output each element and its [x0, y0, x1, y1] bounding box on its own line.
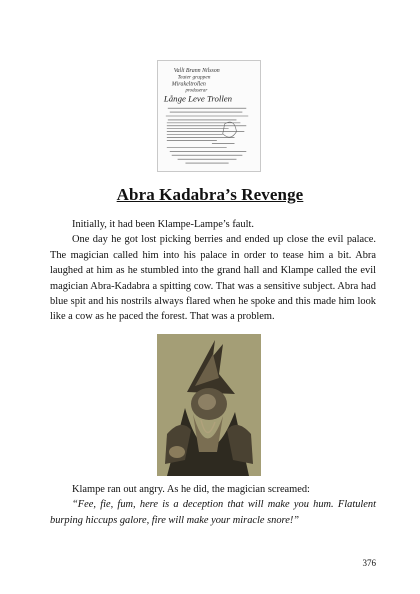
story-body-top [50, 217, 376, 325]
poster-line-1: Valli Brann Nilsson [173, 67, 220, 74]
magician-quote: “Fee, fie, fum, here is a deception that will make you hum. Flatulent burping hiccups galore, fire will make your miracle snore!” [50, 499, 376, 526]
handwritten-poster-image [157, 60, 261, 172]
page-number: 376 [362, 558, 376, 568]
paragraph-3: Klampe ran out angry. As he did, the magician screamed: [72, 484, 310, 495]
story-body-bottom [50, 482, 376, 528]
paragraph-2: One day he got lost picking berries and ended up close the evil palace. The magician called him into his palace in order to tease him a bit. Abra laughed at him as he stumbled into the grand hall and Klampe called the evil magician Abra-Kadabra a spitting cow. That was a sensitive subject. Abra had blue spit and his nostrils always flared when he spoke and this made him look like a cow as he paced the forest. That was a problem. [50, 234, 376, 323]
wizard-figurine-photo [157, 334, 261, 476]
poster-line-2: Teater gruppen [177, 74, 211, 81]
poster-line-3: Mirakeltrollen [171, 81, 206, 88]
poster-line-5: Långe Leve Trollen [163, 93, 233, 104]
poster-line-4: produserar [185, 88, 208, 94]
poster-drawing [158, 61, 260, 171]
wizard-drawing [157, 334, 261, 476]
paragraph-1: Initially, it had been Klampe-Lampe’s fault. [72, 219, 254, 230]
story-title: Abra Kadabra’s Revenge [116, 185, 304, 204]
